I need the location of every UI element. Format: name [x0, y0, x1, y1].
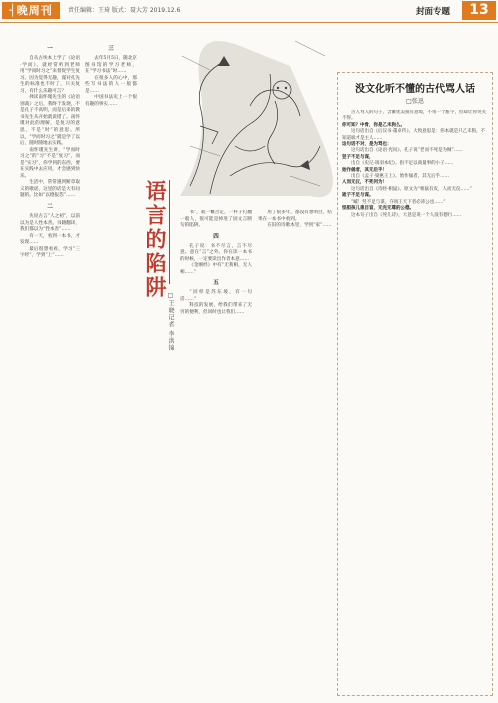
article-title-block	[140, 180, 176, 370]
section-title: 封面专题	[416, 7, 451, 17]
sidebar-paragraph: “嘁！竖不足与谋，夺项王天下者必沛公也……”	[351, 199, 446, 205]
article-byline: □王晓记者 李洪锦	[167, 292, 174, 352]
paragraph: 在旧的诗歌本里，学到“家”……	[267, 223, 332, 229]
page-header	[0, 0, 498, 24]
sidebar-paragraph: 这本句子出自《死儿诗》，大意是说一个人没有德行……	[351, 212, 462, 218]
paragraph: 《金刚经》中有“无我相，无人相……”	[180, 263, 252, 275]
article-column-3	[180, 210, 252, 692]
paragraph: 科技的发展，给我们带来了无穷的便利，但同时也让我们……	[180, 303, 252, 316]
paragraph: 在很多人的心中，那些写书法的人一般都是……	[85, 75, 137, 94]
paragraph: 书”，就一概否定，一杆子打翻一船人，很可能是掉进了固文言断句的陷阱。	[180, 210, 252, 229]
sidebar-title: 没文化听不懂的古代骂人话	[355, 84, 475, 95]
sidebar-subheading: 逝子不足与谋。	[342, 193, 374, 199]
sidebar-paragraph: 出自《史记·项羽本纪》。指不足以商量事的小子……	[351, 161, 454, 167]
sidebar-paragraph: 这句话出自《论语·宪问》。孔子说“老而不死是为贼”……	[351, 148, 463, 154]
paragraph: 孔子说：书不尽言，言不尽意。意在“言”之外。你在读一本书的时候，一定要读出作者本意……	[180, 243, 252, 262]
article-column-1	[20, 42, 80, 692]
article-column-2	[85, 42, 137, 692]
page-number: 13	[462, 1, 496, 20]
paragraph: 中国书法史上一个很有趣的事实……	[85, 95, 137, 107]
sidebar-subheading: 你可知？中骨，你是乙未狗么。	[342, 122, 405, 128]
paragraph: 先说古言“人之初”，以前以为是人性本善。书籍翻译，我们都以为“性本善”……	[20, 214, 80, 233]
sidebar-text	[342, 110, 488, 690]
paragraph: 择读南怀瑾先生的《论语别裁》之后，我终于发现，不是孔子不高明，而是后来的教书先生从开始就说错了。南怀瑾对此的理解，是复习的意思，不是“时”的意思。所以，“学而时习之”就是学了以后，随时随地去实践。	[20, 95, 80, 147]
sidebar-subheading: 竖子不足与谋，	[342, 154, 374, 160]
paragraph: “同样是苏东坡，有一句话……”	[180, 290, 252, 302]
sidebar-paragraph: 这句话出自《诗经·相鼠》。原文为“相鼠有皮，人而无仪……”	[351, 186, 472, 192]
section-heading: 二	[47, 204, 53, 211]
paragraph: 用了很多年，都没有想明白，结果在一本书中看到。	[258, 210, 332, 222]
sidebar-subheading: 这句话不对，是为骂也：	[342, 142, 392, 148]
section-heading: 一	[47, 46, 53, 52]
header-rule	[0, 22, 498, 23]
newspaper-brand: ┤晚周刊	[2, 2, 60, 19]
sidebar-subheading: 怪胆孩儿患目盲，无完无尊的公德。	[342, 206, 414, 212]
sidebar-paragraph: 古人骂人的句子，含蓄优美很有意境，不带一个脏字，但却让你哭笑不得。	[342, 110, 486, 122]
paragraph: 南怀瑾先生讲，“学而时习之”的“习”不是“复习”，而是“实习”，你学到的东西，要在实践中去应用，才会感到快乐。	[20, 147, 80, 179]
paragraph: 生活中，常常遇到断章取义的歌谣，这里的话是大有问题的。比如“以德报怨”……	[20, 180, 80, 199]
paragraph: 去年5月5日，随北京图书馆的学习老师，在“学习书法”时……	[85, 56, 137, 75]
paragraph: 有一天，看到一本书，才发现……	[20, 233, 80, 246]
paragraph: 最后很想看看，学习“三字经”，学到“上”……	[20, 246, 80, 259]
paragraph: 自从古埃本上学了《论语·学而》，就经常听到老师用“学而时习之”来督促学生复习。因为觉得无趣，谨对孔先生的标准也不时了，只关复习，有什么乐趣可言？	[20, 56, 80, 94]
sidebar-paragraph: 这句话出自《后汉书·董卓传》。大致意思是：你本就是只乙未狗，不知道谁才是主人……	[342, 129, 486, 141]
article-column-4	[258, 210, 332, 692]
sidebar-author: □张迅	[406, 98, 424, 105]
sidebar-subheading: 人而无仪，不死何为！	[342, 180, 387, 186]
section-heading: 三	[108, 46, 114, 52]
sidebar-subheading: 始作俑者，其无后乎！	[342, 167, 387, 173]
article-title: 语言的陷阱	[143, 180, 168, 300]
sidebar-paragraph: 出自《孟子·梁惠王上》。始作俑者，其无后乎……	[351, 174, 450, 180]
editor-meta: 责任编辑：王琦 版式：聂大芳 2019.12.6	[68, 7, 181, 14]
ink-illustration	[170, 26, 336, 208]
section-heading: 四	[213, 233, 219, 240]
section-heading: 五	[213, 280, 219, 287]
